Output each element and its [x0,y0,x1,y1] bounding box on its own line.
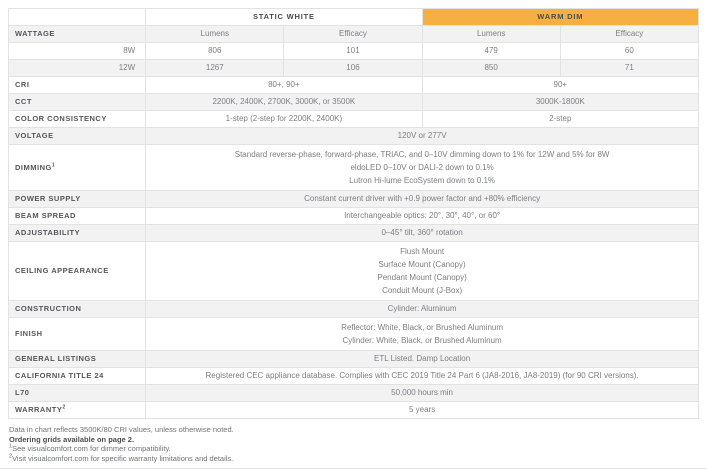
footnote-marker-2: 2 [62,404,66,411]
row-label-adjustability: ADJUSTABILITY [9,225,146,242]
cell-l70: 50,000 hours min [146,385,699,402]
footnote-ordering-note: Ordering grids available on page 2. [9,434,135,444]
row-label-california-title-24: CALIFORNIA TITLE 24 [9,368,146,385]
col-header-warm-lumens: Lumens [422,26,560,43]
ceiling-line-1: Flush Mount [400,247,445,256]
row-voltage [9,128,699,145]
cell-general-listings: ETL Listed. Damp Location [146,351,699,368]
footnote-data-note: Data in chart reflects 3500K/80 CRI values, unless otherwise noted. [9,425,234,434]
row-label-warranty: WARRANTY$^2$ [9,402,146,419]
spec-table [8,8,699,419]
cell-cct-static: 2200K, 2400K, 2700K, 3000K, or 3500K [146,94,422,111]
row-label-construction: CONSTRUCTION [9,301,146,318]
ceiling-line-3: Pendant Mount (Canopy) [377,273,467,282]
row-power-supply [9,191,699,208]
group-header-row [9,9,699,26]
row-l70 [9,385,699,402]
row-label-power-supply: POWER SUPPLY [9,191,146,208]
row-label-wattage: WATTAGE [9,26,146,43]
row-ceiling-appearance [9,242,699,301]
wattage-8w-label: 8W [9,43,146,60]
footnote-1-marker: 1 [9,443,13,450]
cell-12w-warm-lumens: 850 [422,60,560,77]
row-label-general-listings: GENERAL LISTINGS [9,351,146,368]
cell-voltage: 120V or 277V [146,128,699,145]
cell-8w-warm-efficacy: 60 [560,43,698,60]
col-header-static-efficacy: Efficacy [284,26,422,43]
row-label-voltage: VOLTAGE [9,128,146,145]
cell-adjustability: 0–45° tilt, 360° rotation [146,225,699,242]
dimming-line-2: eldoLED 0–10V or DALI-2 down to 0.1% [350,163,494,172]
warm-dim-header: WARM DIM [422,9,698,26]
cell-cri-warm: 90+ [422,77,698,94]
row-label-cri: CRI [9,77,146,94]
footnote-2-marker: 2 [9,453,13,459]
footnote-2-text: Visit visualcomfort.com for specific warranty limitations and details. [12,453,234,463]
static-white-header: STATIC WHITE [146,9,422,26]
cell-dimming [146,145,699,191]
wattage-12w-label: 12W [9,60,146,77]
row-finish [9,318,699,351]
row-color-consistency [9,111,699,128]
dimming-line-3: Lutron Hi-lume EcoSystem down to 0.1% [349,176,496,185]
cell-california-title-24: Registered CEC appliance database. Complies with CEC 2019 Title 24 Part 6 (JA8-2016, JA8-2019) (for 90 CRI versions). [146,368,699,385]
row-california-title-24 [9,368,699,385]
corner-cell [9,9,146,26]
row-label-color-consistency: COLOR CONSISTENCY [9,111,146,128]
footnote-1 [9,445,699,452]
cell-12w-static-lumens: 1267 [146,60,284,77]
row-label-cct: CCT [9,94,146,111]
row-label-l70: L70 [9,385,146,402]
footnotes [9,426,699,462]
col-header-warm-efficacy: Efficacy [560,26,698,43]
cell-12w-static-efficacy: 106 [284,60,422,77]
row-label-beam-spread: BEAM SPREAD [9,208,146,225]
finish-line-1: Reflector: White, Black, or Brushed Aluminum [341,323,504,332]
row-beam-spread [9,208,699,225]
row-cri [9,77,699,94]
cell-8w-static-efficacy: 101 [284,43,422,60]
footnote-1-text: See visualcomfort.com for dimmer compatibility. [12,444,171,453]
cell-8w-static-lumens: 806 [146,43,284,60]
cell-color-consistency-static: 1-step (2-step for 2200K, 2400K) [146,111,422,128]
row-warranty [9,402,699,419]
ceiling-line-2: Surface Mount (Canopy) [378,260,466,269]
cell-12w-warm-efficacy: 71 [560,60,698,77]
row-label-ceiling-appearance: CEILING APPEARANCE [9,242,146,301]
cell-8w-warm-lumens: 479 [422,43,560,60]
dimming-line-1: Standard reverse-phase, forward-phase, TRIAC, and 0–10V dimming down to 1% for 12W and 5% for 8W [234,150,610,159]
footnote-marker-1: 1 [51,162,56,168]
page-divider [0,468,707,469]
cell-warranty: 5 years [146,402,699,419]
cell-beam-spread: Interchangeable optics: 20°, 30°, 40°, or 60° [146,208,699,225]
col-header-static-lumens: Lumens [146,26,284,43]
footnote-2 [9,455,699,462]
row-label-finish: FINISH [9,318,146,351]
row-label-dimming: DIMMING$^1$ [9,145,146,191]
ceiling-line-4: Conduit Mount (J-Box) [382,286,463,295]
row-adjustability [9,225,699,242]
row-construction [9,301,699,318]
cell-ceiling-appearance [146,242,699,301]
cell-power-supply: Constant current driver with +0.9 power factor and +80% efficiency [146,191,699,208]
cell-finish [146,318,699,351]
wattage-row-12w [9,60,699,77]
wattage-row-8w [9,43,699,60]
cell-cri-static: 80+, 90+ [146,77,422,94]
cell-construction: Cylinder: Aluminum [146,301,699,318]
row-general-listings [9,351,699,368]
cell-color-consistency-warm: 2-step [422,111,698,128]
cell-cct-warm: 3000K-1800K [422,94,698,111]
column-header-row [9,26,699,43]
finish-line-2: Cylinder: White, Black, or Brushed Aluminum [342,336,502,345]
row-dimming [9,145,699,191]
row-cct [9,94,699,111]
